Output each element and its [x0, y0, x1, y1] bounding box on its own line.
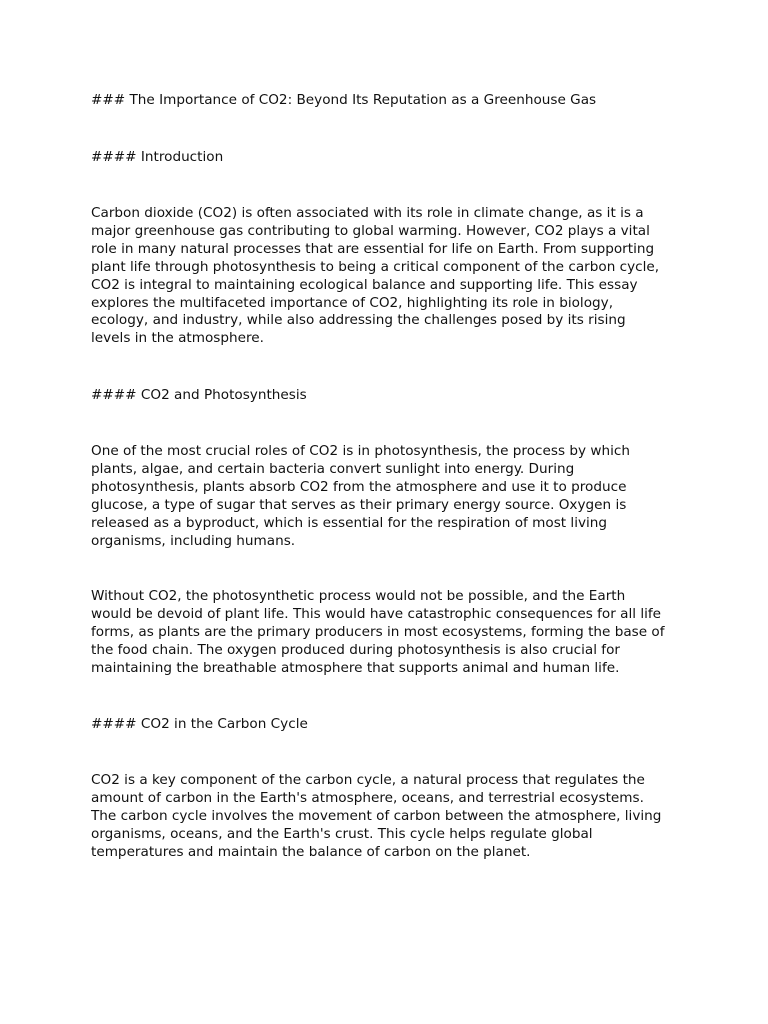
paragraph-line: CO2 is integral to maintaining ecological balance and supporting life. This essay — [91, 276, 638, 293]
paragraph-line: levels in the atmosphere. — [91, 330, 264, 347]
paragraph-line: would be devoid of plant life. This would have catastrophic consequences for all life — [91, 605, 662, 622]
heading-line: #### CO2 and Photosynthesis — [91, 387, 307, 403]
paragraph-line: One of the most crucial roles of CO2 is in photosynthesis, the process by which — [91, 443, 630, 459]
paragraph-line: photosynthesis, plants absorb CO2 from the atmosphere and use it to produce — [91, 478, 627, 495]
paragraph-line: amount of carbon in the Earth's atmosphere, oceans, and terrestrial ecosystems. — [91, 789, 644, 806]
heading-line: #### Introduction — [91, 149, 224, 165]
paragraph-line: Carbon dioxide (CO2) is often associated with its role in climate change, as it is a — [91, 205, 644, 221]
paragraph-line: The carbon cycle involves the movement of carbon between the atmosphere, living — [91, 807, 662, 824]
paragraph-line: organisms, oceans, and the Earth's crust. This cycle helps regulate global — [91, 825, 593, 842]
paragraph-line: the food chain. The oxygen produced during photosynthesis is also crucial for — [91, 641, 620, 658]
paragraph-photosynthesis-2 — [91, 588, 691, 678]
document-title — [91, 92, 691, 110]
paragraph-line: maintaining the breathable atmosphere that supports animal and human life. — [91, 659, 620, 676]
paragraph-line: role in many natural processes that are essential for life on Earth. From supporting — [91, 240, 655, 257]
section-heading-carbon-cycle — [91, 716, 691, 734]
paragraph-line: ecology, and industry, while also addressing the challenges posed by its rising — [91, 312, 626, 329]
paragraph-line: temperatures and maintain the balance of carbon on the planet. — [91, 843, 531, 860]
paragraph-line: plant life through photosynthesis to being a critical component of the carbon cycle, — [91, 258, 660, 275]
paragraph-line: explores the multifaceted importance of CO2, highlighting its role in biology, — [91, 294, 614, 311]
heading-line: #### CO2 in the Carbon Cycle — [91, 716, 308, 732]
paragraph-line: major greenhouse gas contributing to global warming. However, CO2 plays a vital — [91, 222, 650, 239]
paragraph-line: CO2 is a key component of the carbon cycle, a natural process that regulates the — [91, 772, 645, 788]
paragraph-line: glucose, a type of sugar that serves as their primary energy source. Oxygen is — [91, 496, 627, 513]
title-line: ### The Importance of CO2: Beyond Its Reputation as a Greenhouse Gas — [91, 92, 597, 108]
paragraph-line: released as a byproduct, which is essential for the respiration of most living — [91, 514, 608, 531]
paragraph-carbon-cycle — [91, 772, 691, 862]
paragraph-line: organisms, including humans. — [91, 532, 296, 549]
paragraph-introduction — [91, 205, 691, 348]
paragraph-line: plants, algae, and certain bacteria convert sunlight into energy. During — [91, 460, 575, 477]
paragraph-line: forms, as plants are the primary producers in most ecosystems, forming the base of — [91, 623, 665, 640]
paragraph-photosynthesis-1 — [91, 443, 691, 550]
paragraph-line: Without CO2, the photosynthetic process would not be possible, and the Earth — [91, 588, 626, 604]
section-heading-introduction — [91, 149, 691, 167]
section-heading-photosynthesis — [91, 387, 691, 405]
